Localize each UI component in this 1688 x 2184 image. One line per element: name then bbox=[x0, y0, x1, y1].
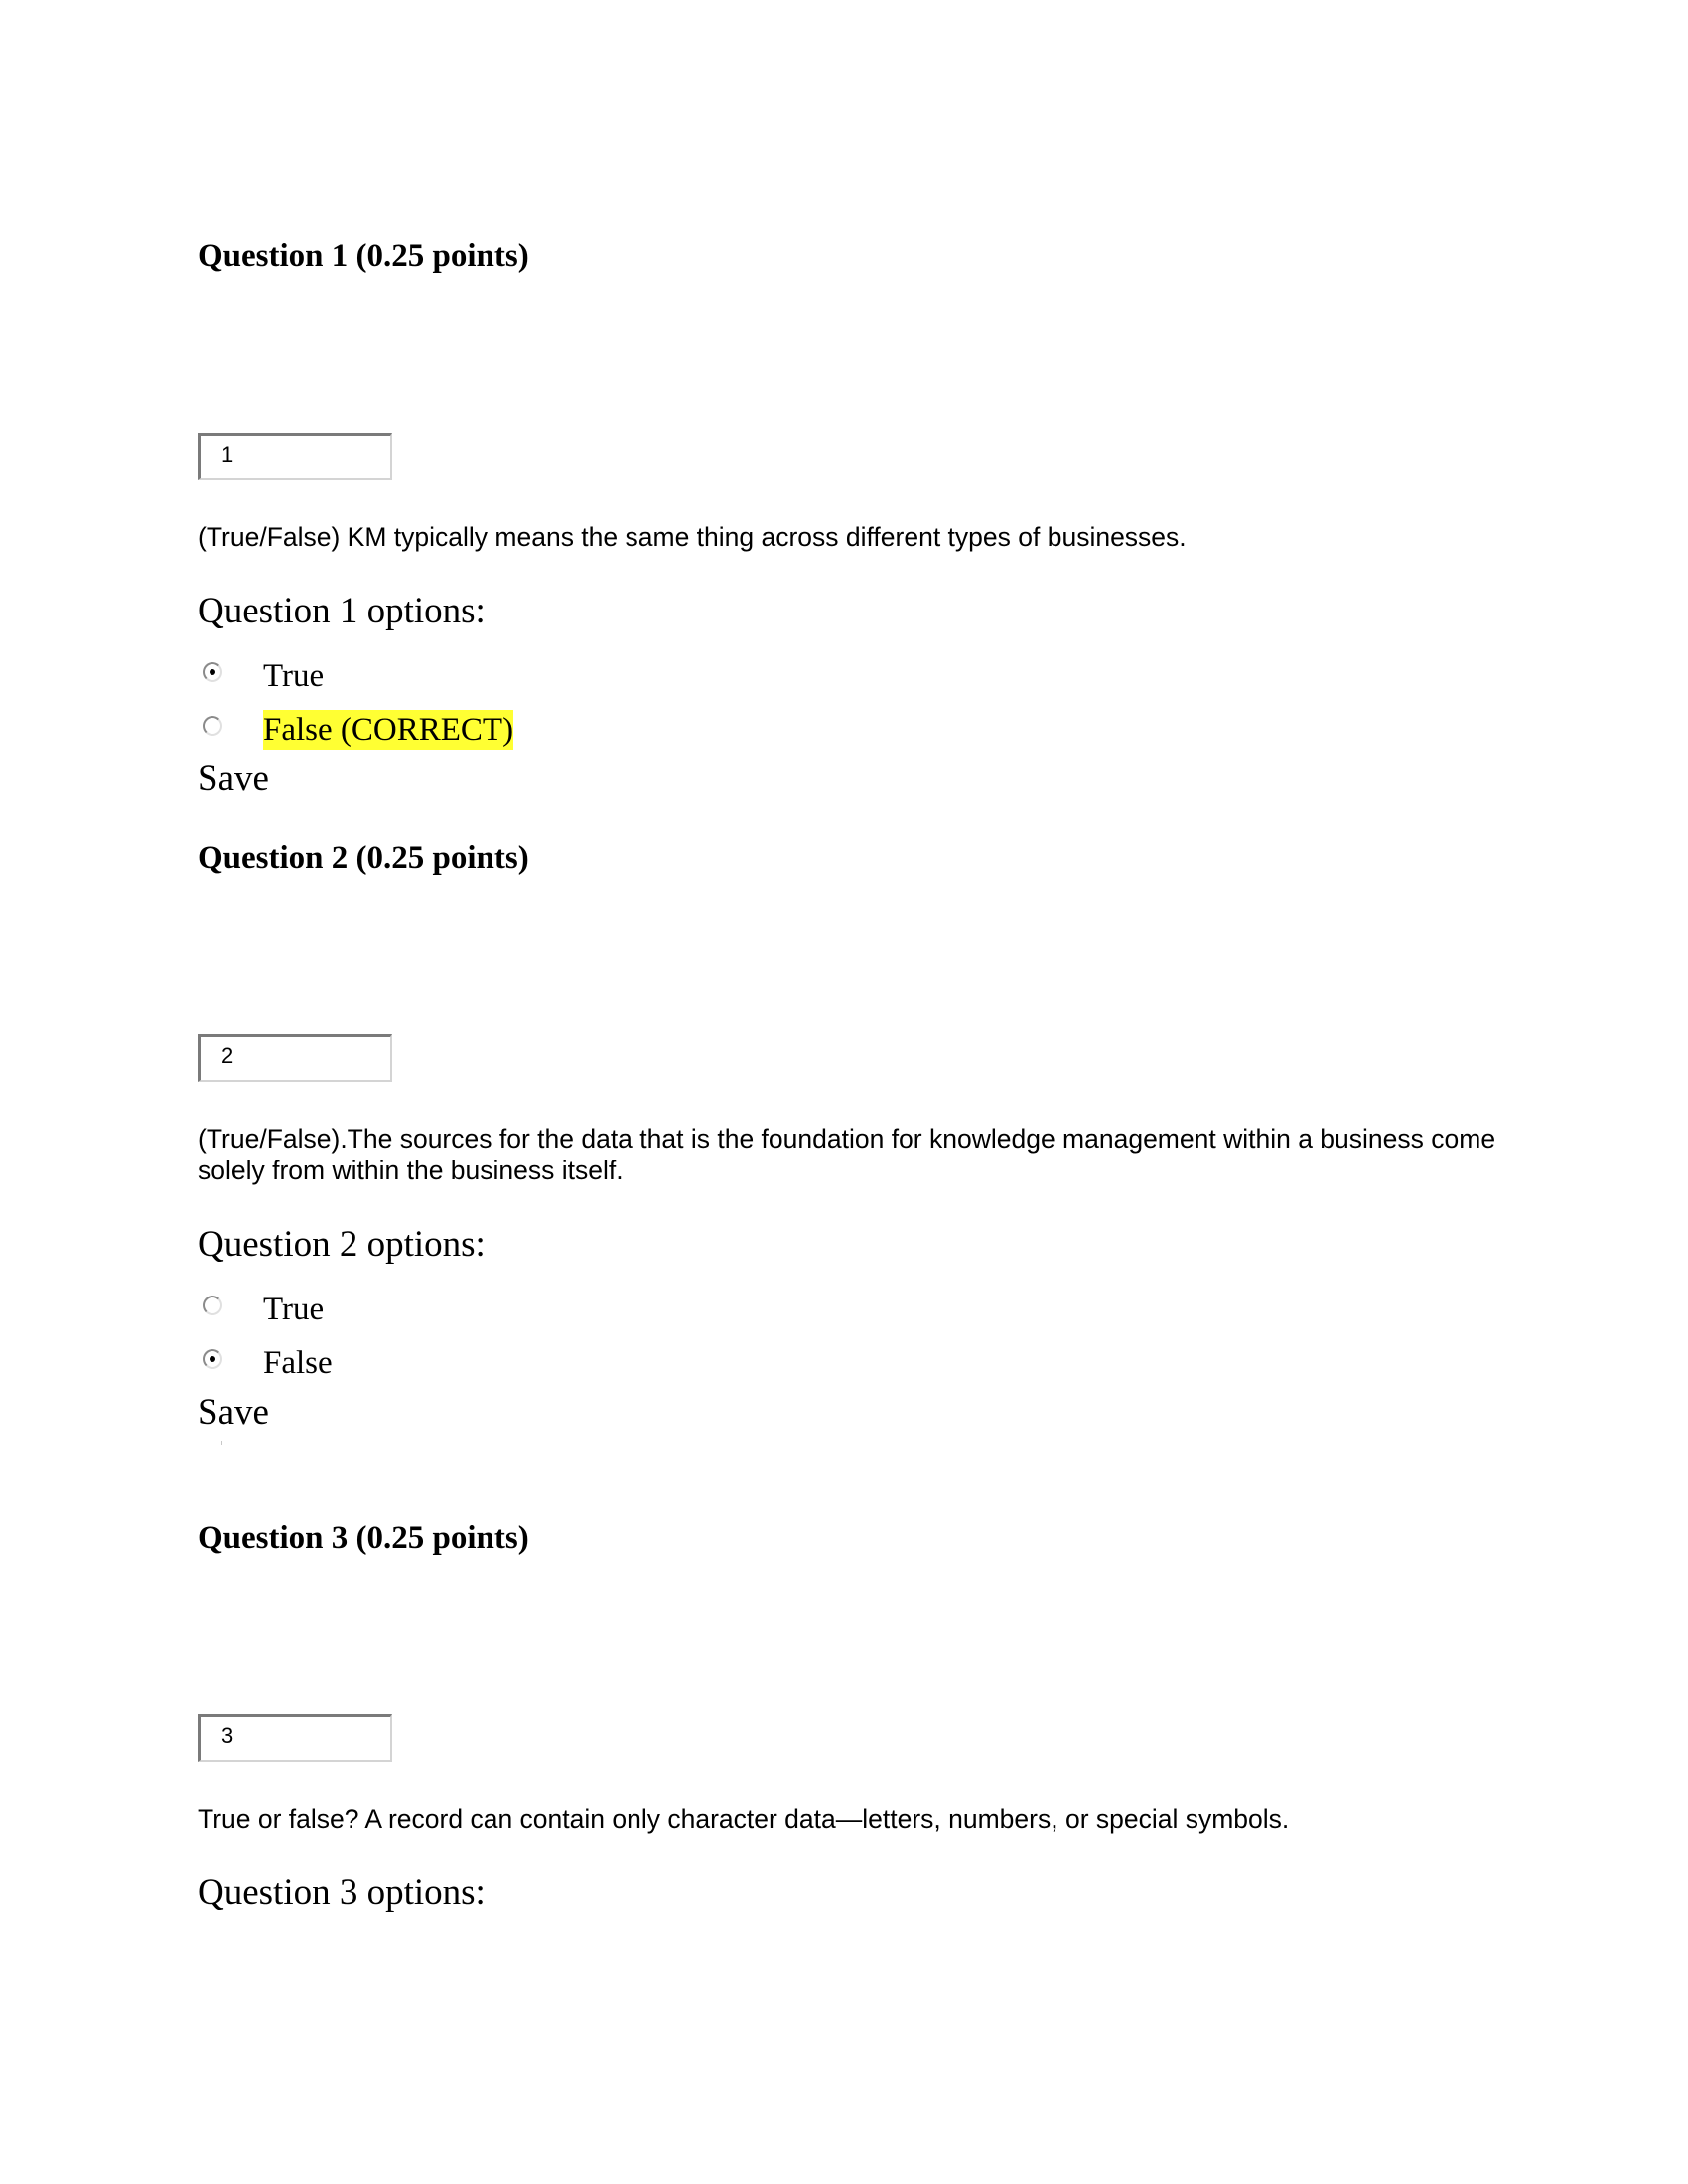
radio-selected-dot bbox=[210, 1356, 215, 1362]
question-1-option-false-label[interactable]: False (CORRECT) bbox=[263, 712, 514, 748]
question-2-number-field[interactable]: 2 bbox=[198, 1034, 392, 1082]
question-2-save-button[interactable]: Save bbox=[198, 1392, 269, 1433]
question-2-option-true-radio[interactable] bbox=[203, 1296, 222, 1315]
question-1-text: (True/False) KM typically means the same thing across different types of businesses. bbox=[198, 522, 1187, 552]
question-1-option-true-radio[interactable] bbox=[203, 662, 222, 682]
question-3-text: True or false? A record can contain only character data—letters, numbers, or special symbols. bbox=[198, 1804, 1290, 1834]
question-3-number-field[interactable]: 3 bbox=[198, 1714, 392, 1762]
question-2-options-label: Question 2 options: bbox=[198, 1224, 486, 1265]
question-2-option-true-label[interactable]: True bbox=[263, 1292, 325, 1327]
question-1-option-true-label[interactable]: True bbox=[263, 658, 325, 694]
question-2-text: (True/False).The sources for the data that is the foundation for knowledge management within a business come solely from within the business itself. bbox=[198, 1124, 1496, 1185]
question-2-heading: Question 2 (0.25 points) bbox=[198, 840, 529, 876]
question-2-option-false-radio[interactable] bbox=[203, 1349, 222, 1369]
question-1-heading: Question 1 (0.25 points) bbox=[198, 238, 529, 274]
question-3-heading: Question 3 (0.25 points) bbox=[198, 1520, 529, 1556]
question-1-number-field[interactable]: 1 bbox=[198, 433, 392, 480]
radio-selected-dot bbox=[210, 669, 215, 675]
question-1-save-button[interactable]: Save bbox=[198, 758, 269, 799]
question-3-options-label: Question 3 options: bbox=[198, 1872, 486, 1913]
question-1-option-false-radio[interactable] bbox=[203, 716, 222, 736]
divider-tick bbox=[221, 1441, 222, 1445]
question-1-options-label: Question 1 options: bbox=[198, 591, 486, 631]
question-2-option-false-label[interactable]: False bbox=[263, 1345, 333, 1381]
